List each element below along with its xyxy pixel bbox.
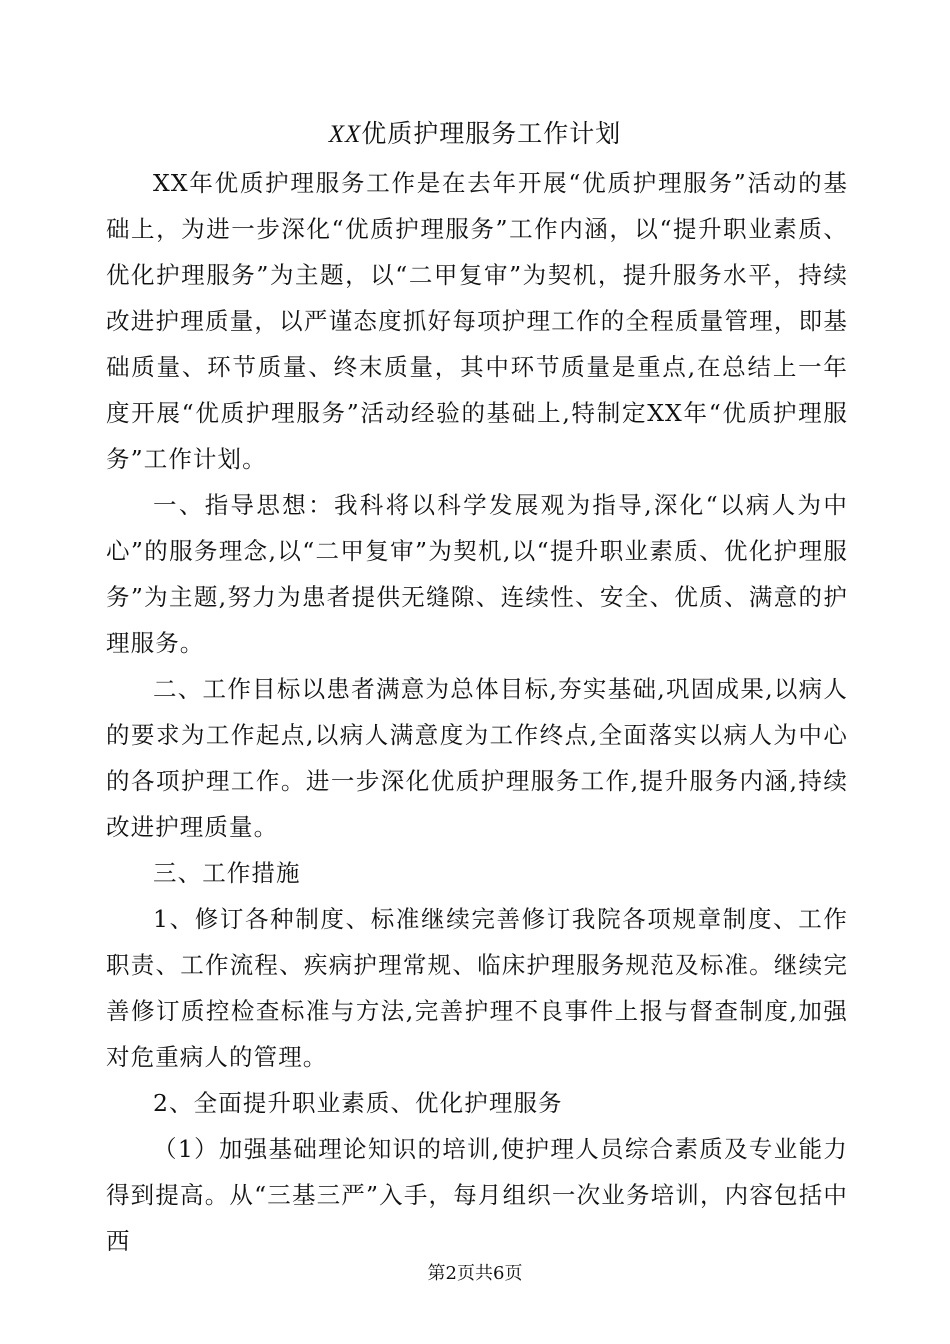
title-placeholder-prefix: XX	[328, 121, 362, 148]
paragraph-work-goals: 二、工作目标以患者满意为总体目标,夯实基础,巩固成果,以病人的要求为工作起点,以病人满意度为工作终点,全面落实以病人为中心的各项护理工作。进一步深化优质护理服务工作,提升服务内涵,持续改进护理质量。	[106, 675, 848, 841]
page-number-footer: 第2页共6页	[427, 1263, 523, 1284]
document-body	[106, 160, 848, 1264]
paragraph-intro: XX年优质护理服务工作是在去年开展“优质护理服务”活动的基础上，为进一步深化“优质护理服务”工作内涵，以“提升职业素质、优化护理服务”为主题，以“二甲复审”为契机，提升服务水平，持续改进护理质量，以严谨态度抓好每项护理工作的全程质量管理，即基础质量、环节质量、终末质量，其中环节质量是重点,在总结上一年度开展“优质护理服务”活动经验的基础上,特制定XX年“优质护理服务”工作计划。	[106, 169, 849, 473]
heading-work-measures: 三、工作措施	[153, 859, 301, 887]
document-title: XX优质护理服务工作计划	[328, 119, 622, 148]
heading-measure-2: 2、全面提升职业素质、优化护理服务	[153, 1089, 563, 1117]
paragraph-measure-2-1: （1）加强基础理论知识的培训,使护理人员综合素质及专业能力得到提高。从“三基三严”入手，每月组织一次业务培训，内容包括中西	[106, 1135, 848, 1255]
paragraph-guiding-ideology: 一、指导思想：我科将以科学发展观为指导,深化“以病人为中心”的服务理念,以“二甲复审”为契机,以“提升职业素质、优化护理服务”为主题,努力为患者提供无缝隙、连续性、安全、优质、满意的护理服务。	[106, 491, 848, 657]
paragraph-measure-1: 1、修订各种制度、标准继续完善修订我院各项规章制度、工作职责、工作流程、疾病护理常规、临床护理服务规范及标准。继续完善修订质控检查标准与方法,完善护理不良事件上报与督查制度,加强对危重病人的管理。	[106, 905, 848, 1071]
